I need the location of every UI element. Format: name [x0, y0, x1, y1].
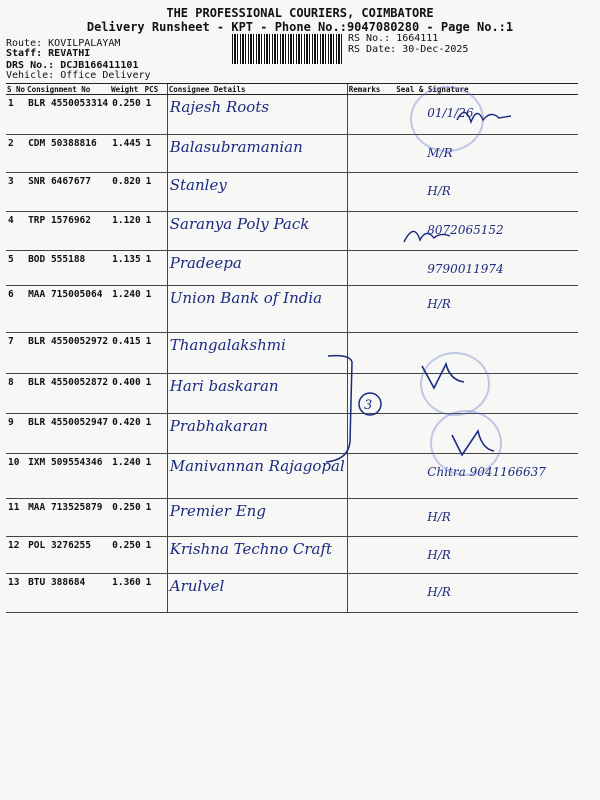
col-weight: Weight — [110, 84, 143, 95]
row-consignee-text: Thangalakshmi — [169, 336, 286, 354]
row-sno — [6, 537, 26, 574]
signature-mark — [420, 360, 470, 395]
rs-no-line — [348, 33, 438, 44]
row-consignment-text: BLR 4550053314 — [28, 98, 109, 109]
row-pcs-text: 1 — [145, 215, 152, 226]
row-consignment — [26, 173, 110, 212]
row-seal — [395, 537, 578, 574]
row-pcs — [144, 454, 168, 499]
row-consignment-text: MAA 713525879 — [28, 502, 103, 513]
row-sno-text: 6 — [8, 289, 14, 300]
row-pcs-text: 1 — [145, 417, 152, 428]
col-consignment: Consignment No — [26, 84, 110, 95]
row-consignee-text: Prabhakaran — [169, 417, 268, 435]
row-seal-text: 8072065152 — [427, 223, 504, 237]
row-weight — [110, 333, 143, 374]
row-pcs-text: 1 — [145, 377, 152, 388]
row-consignee-text: Union Bank of India — [169, 289, 323, 307]
row-pcs-text: 1 — [145, 457, 152, 468]
vehicle-line — [6, 70, 151, 81]
row-consignment-text: TRP 1576962 — [28, 215, 91, 226]
row-pcs-text: 1 — [145, 98, 152, 109]
row-weight — [110, 135, 143, 173]
row-pcs — [144, 333, 168, 374]
row-sno — [6, 135, 26, 173]
row-pcs-text: 1 — [145, 176, 152, 187]
row-consignment-text: BTU 388684 — [28, 577, 86, 588]
row-seal — [395, 173, 578, 212]
table-row — [6, 251, 578, 286]
row-sno — [6, 212, 26, 251]
table-row — [6, 286, 578, 333]
row-weight — [110, 251, 143, 286]
row-seal-text: 9790011974 — [427, 262, 504, 276]
row-weight-text: 0.420 — [112, 417, 141, 428]
row-sno — [6, 499, 26, 537]
drs-label: DRS No.: — [6, 60, 55, 71]
row-sno-text: 3 — [8, 176, 14, 187]
row-pcs — [144, 95, 168, 135]
row-remarks — [347, 537, 395, 574]
row-consignment — [26, 374, 110, 414]
row-consignee-text: Krishna Techno Craft — [169, 540, 333, 558]
row-weight-text: 0.400 — [112, 377, 141, 388]
row-weight — [110, 454, 143, 499]
signature-mark — [400, 220, 460, 250]
row-consignment-text: IXM 509554346 — [28, 457, 103, 468]
row-pcs — [144, 374, 168, 414]
vehicle-label: Vehicle: — [6, 70, 55, 81]
row-sno-text: 2 — [8, 138, 14, 149]
row-remarks — [347, 499, 395, 537]
row-seal — [395, 499, 578, 537]
row-seal-text: H/R — [427, 297, 451, 311]
row-consignment-text: BLR 4550052972 — [28, 336, 109, 347]
table-row — [6, 374, 578, 414]
table-row — [6, 574, 578, 613]
col-seal: Seal & Signature — [395, 84, 578, 95]
row-consignee — [167, 95, 347, 135]
row-weight-text: 1.240 — [112, 457, 141, 468]
row-pcs-text: 1 — [145, 502, 152, 513]
rs-date-label: RS Date: — [348, 44, 397, 55]
row-sno-text: 5 — [8, 254, 14, 265]
row-consignee — [167, 499, 347, 537]
row-pcs — [144, 251, 168, 286]
row-sno-text: 9 — [8, 417, 14, 428]
row-consignee-text: Premier Eng — [169, 502, 266, 520]
signature-mark — [448, 425, 498, 460]
row-pcs — [144, 414, 168, 454]
row-remarks — [347, 286, 395, 333]
row-consignee — [167, 212, 347, 251]
table-row — [6, 333, 578, 374]
row-weight — [110, 374, 143, 414]
row-sno-text: 7 — [8, 336, 14, 347]
rs-date-value: 30-Dec-2025 — [402, 44, 469, 55]
runsheet-table — [6, 83, 578, 613]
row-weight-text: 0.250 — [112, 502, 141, 513]
col-remarks: Remarks — [347, 84, 395, 95]
row-weight-text: 1.445 — [112, 138, 141, 149]
row-sno — [6, 414, 26, 454]
rs-no-label: RS No.: — [348, 33, 391, 44]
row-consignment-text: BLR 4550052947 — [28, 417, 109, 428]
row-consignment — [26, 135, 110, 173]
row-sno — [6, 286, 26, 333]
row-weight — [110, 95, 143, 135]
row-pcs-text: 1 — [145, 577, 152, 588]
table-row — [6, 135, 578, 173]
row-sno — [6, 454, 26, 499]
row-consignee — [167, 251, 347, 286]
row-consignment — [26, 454, 110, 499]
row-consignee — [167, 537, 347, 574]
rs-date-line — [348, 44, 468, 55]
row-consignee-text: Hari baskaran — [169, 377, 279, 395]
row-consignment — [26, 286, 110, 333]
row-weight-text: 1.240 — [112, 289, 141, 300]
row-pcs — [144, 135, 168, 173]
row-consignment-text: SNR 6467677 — [28, 176, 91, 187]
row-consignee-text: Saranya Poly Pack — [169, 215, 310, 233]
row-remarks — [347, 251, 395, 286]
row-weight-text: 1.120 — [112, 215, 141, 226]
row-remarks — [347, 95, 395, 135]
row-consignment — [26, 414, 110, 454]
route-label: Route: — [6, 38, 43, 49]
bracket-annotation — [320, 352, 390, 472]
row-consignee-text: Arulvel — [169, 577, 225, 595]
row-remarks — [347, 212, 395, 251]
row-seal-text: Chitra 9041166637 — [427, 465, 546, 479]
row-seal-text: H/R — [427, 510, 451, 524]
row-consignee-text: Rajesh Roots — [169, 98, 270, 116]
row-sno-text: 13 — [8, 577, 20, 588]
row-pcs-text: 1 — [145, 289, 152, 300]
row-consignee — [167, 135, 347, 173]
row-sno-text: 10 — [8, 457, 20, 468]
row-consignee — [167, 173, 347, 212]
row-sno — [6, 374, 26, 414]
row-weight-text: 0.415 — [112, 336, 141, 347]
row-consignee-text: Balasubramanian — [169, 138, 303, 156]
row-seal-text: H/R — [427, 548, 451, 562]
row-sno-text: 4 — [8, 215, 14, 226]
row-consignment-text: BLR 4550052872 — [28, 377, 109, 388]
row-seal — [395, 286, 578, 333]
row-consignment-text: BOD 555188 — [28, 254, 86, 265]
col-consignee: Consignee Details — [167, 84, 347, 95]
row-consignment — [26, 574, 110, 613]
row-consignee — [167, 286, 347, 333]
row-remarks — [347, 135, 395, 173]
row-weight-text: 1.360 — [112, 577, 141, 588]
route-value: KOVILPALAYAM — [48, 38, 121, 49]
row-pcs-text: 1 — [145, 254, 152, 265]
row-seal-text: M/R — [427, 146, 453, 160]
staff-line — [6, 48, 90, 59]
row-consignee-text: Stanley — [169, 176, 227, 194]
barcode — [232, 34, 342, 64]
row-consignment-text: CDM 50388816 — [28, 138, 97, 149]
row-consignee-text: Pradeepa — [169, 254, 242, 272]
row-remarks — [347, 574, 395, 613]
row-pcs-text: 1 — [145, 336, 152, 347]
row-pcs — [144, 537, 168, 574]
row-weight — [110, 212, 143, 251]
row-weight-text: 0.250 — [112, 98, 141, 109]
row-sno-text: 11 — [8, 502, 20, 513]
drs-value: DCJB166411101 — [60, 60, 139, 71]
company-title: THE PROFESSIONAL COURIERS, COIMBATORE — [166, 6, 434, 20]
col-sno: S No — [7, 84, 26, 94]
row-sno-text: 8 — [8, 377, 14, 388]
row-seal — [395, 251, 578, 286]
vehicle-value: Office Delivery — [60, 70, 151, 81]
col-pcs: PCS — [144, 84, 168, 95]
row-pcs — [144, 173, 168, 212]
table-row — [6, 173, 578, 212]
row-seal — [395, 574, 578, 613]
bracket-count: 3 — [364, 398, 373, 413]
row-seal-text: H/R — [427, 585, 451, 599]
row-weight — [110, 414, 143, 454]
table-row — [6, 499, 578, 537]
row-consignee — [167, 574, 347, 613]
table-row — [6, 537, 578, 574]
row-pcs-text: 1 — [145, 540, 152, 551]
table-row — [6, 212, 578, 251]
row-consignment — [26, 333, 110, 374]
row-weight-text: 1.135 — [112, 254, 141, 265]
row-sno — [6, 173, 26, 212]
row-sno-text: 1 — [8, 98, 14, 109]
row-consignee-text: Manivannan Rajagopal — [169, 457, 345, 475]
rs-no-value: 1664111 — [396, 33, 439, 44]
row-weight — [110, 574, 143, 613]
row-pcs — [144, 574, 168, 613]
staff-label: Staff: — [6, 48, 43, 59]
runsheet-subtitle: Delivery Runsheet - KPT - Phone No.:9047080280 - Page No.:1 — [86, 20, 514, 34]
row-pcs-text: 1 — [145, 138, 152, 149]
row-weight — [110, 173, 143, 212]
row-pcs — [144, 499, 168, 537]
row-weight — [110, 286, 143, 333]
row-sno — [6, 574, 26, 613]
table-header-row — [6, 84, 578, 95]
row-consignment — [26, 95, 110, 135]
row-consignment — [26, 251, 110, 286]
row-weight — [110, 499, 143, 537]
row-sno-text: 12 — [8, 540, 20, 551]
row-weight — [110, 537, 143, 574]
row-weight-text: 0.250 — [112, 540, 141, 551]
row-remarks — [347, 173, 395, 212]
row-seal-text: H/R — [427, 184, 451, 198]
row-pcs — [144, 286, 168, 333]
row-sno — [6, 333, 26, 374]
row-weight-text: 0.820 — [112, 176, 141, 187]
row-consignment — [26, 212, 110, 251]
row-pcs — [144, 212, 168, 251]
row-consignment-text: POL 3276255 — [28, 540, 91, 551]
row-sno — [6, 251, 26, 286]
row-seal-text: 01/1/26 — [427, 106, 474, 120]
row-sno — [6, 95, 26, 135]
row-consignment-text: MAA 715005064 — [28, 289, 103, 300]
staff-value: REVATHI — [48, 48, 91, 59]
signature-mark — [455, 100, 515, 130]
row-consignment — [26, 499, 110, 537]
row-consignment — [26, 537, 110, 574]
